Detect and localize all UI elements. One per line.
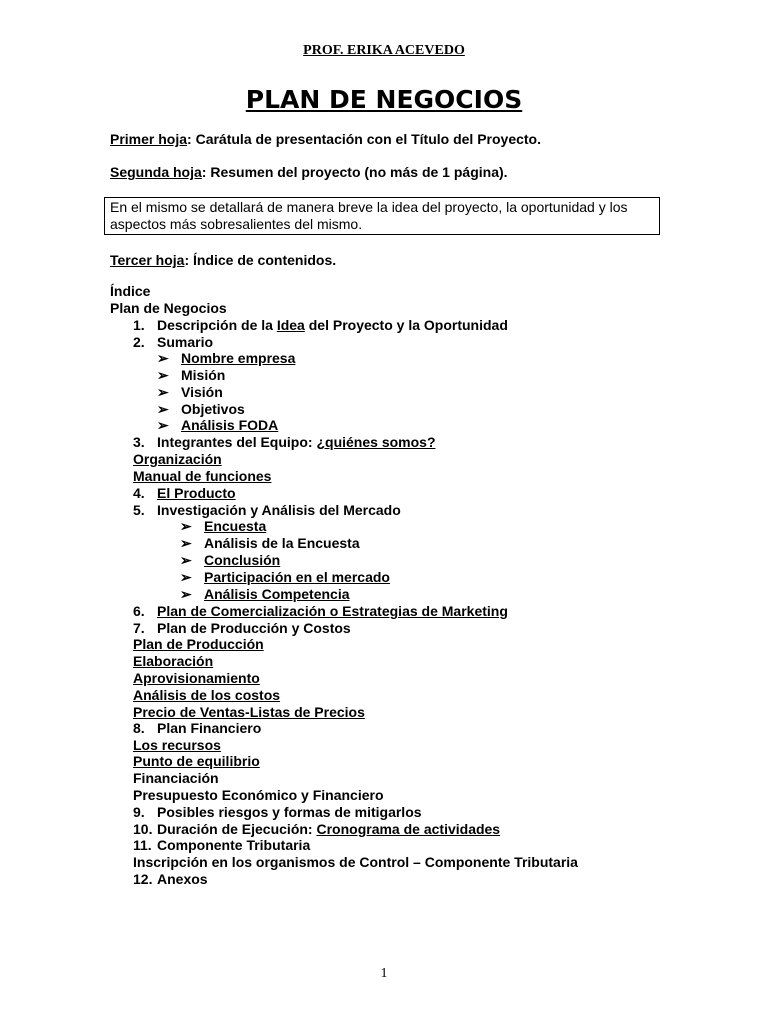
- sub-item[interactable]: [180, 518, 266, 535]
- sub-item[interactable]: [180, 586, 350, 603]
- third-sheet-label: Tercer hoja: [110, 252, 185, 268]
- aprovisionamiento-link[interactable]: Aprovisionamiento: [133, 670, 260, 686]
- arrow-bullet-icon: ➢: [180, 552, 192, 568]
- arrow-bullet-icon: ➢: [157, 350, 169, 366]
- index-subheading: Plan de Negocios: [110, 300, 227, 316]
- third-sheet-text: : Índice de contenidos.: [184, 252, 337, 268]
- arrow-bullet-icon: ➢: [157, 367, 169, 383]
- page-number: 1: [380, 966, 388, 981]
- second-sheet-text: : Resumen del proyecto (no más de 1 página).: [201, 164, 508, 180]
- sub-item-label: Nombre empresa: [181, 350, 296, 366]
- item-text: Plan Financiero: [157, 720, 262, 736]
- sub-item: [157, 384, 223, 401]
- item-text: Posibles riesgos y formas de mitigarlos: [157, 804, 422, 820]
- recursos-link[interactable]: Los recursos: [133, 737, 221, 753]
- item-text: del Proyecto y la Oportunidad: [304, 317, 508, 333]
- arrow-bullet-icon: ➢: [180, 535, 192, 551]
- precio-ventas-link[interactable]: Precio de Ventas-Listas de Precios: [133, 704, 365, 720]
- sub-item-label: Misión: [181, 367, 226, 383]
- sub-item-label: Análisis de la Encuesta: [204, 535, 360, 551]
- analisis-costos-link[interactable]: Análisis de los costos: [133, 687, 281, 703]
- arrow-bullet-icon: ➢: [157, 417, 169, 433]
- arrow-bullet-icon: ➢: [157, 384, 169, 400]
- item-number: 7.: [133, 620, 145, 636]
- plan-produccion-link[interactable]: Plan de Producción: [133, 636, 264, 652]
- item-text: Investigación y Análisis del Mercado: [157, 502, 401, 518]
- manual-funciones-link[interactable]: Manual de funciones: [133, 468, 272, 484]
- sub-item-label: Conclusión: [204, 552, 281, 568]
- sub-item[interactable]: [180, 552, 280, 569]
- item-text: Componente Tributaria: [157, 837, 311, 853]
- item-number: 11.: [133, 837, 152, 853]
- arrow-bullet-icon: ➢: [180, 569, 192, 585]
- index-item-12: [133, 871, 208, 887]
- arrow-bullet-icon: ➢: [157, 401, 169, 417]
- organizacion-link[interactable]: Organización: [133, 451, 222, 467]
- sub-item[interactable]: [180, 569, 390, 586]
- item-text: Sumario: [157, 334, 214, 350]
- arrow-bullet-icon: ➢: [180, 518, 192, 534]
- first-sheet-text: : Carátula de presentación con el Título del Proyecto.: [187, 131, 541, 147]
- second-sheet-label: Segunda hoja: [110, 164, 202, 180]
- sub-item-label: Análisis Competencia: [204, 586, 350, 602]
- sub-item-label: Objetivos: [181, 401, 245, 417]
- index-item-9: [133, 804, 422, 820]
- item-number: 2.: [133, 334, 145, 350]
- index-item-1: [133, 317, 508, 333]
- item-number: 8.: [133, 720, 145, 736]
- second-sheet-line: [110, 164, 508, 180]
- idea-link[interactable]: Idea: [276, 317, 305, 333]
- index-heading: Índice: [110, 283, 151, 299]
- item-number: 1.: [133, 317, 145, 333]
- elaboracion-link[interactable]: Elaboración: [133, 653, 214, 669]
- author-header: PROF. ERIKA ACEVEDO: [303, 43, 465, 58]
- financiacion-text: Financiación: [133, 770, 219, 786]
- sub-item-label: Visión: [181, 384, 223, 400]
- cronograma-link[interactable]: Cronograma de actividades: [316, 821, 501, 837]
- item-text: Duración de Ejecución:: [157, 821, 317, 837]
- index-item-2: [133, 334, 213, 350]
- index-item-7: [133, 620, 351, 636]
- index-item-3: [133, 434, 436, 450]
- producto-link[interactable]: El Producto: [157, 485, 236, 501]
- item-number: 6.: [133, 603, 145, 619]
- index-item-6: [133, 603, 508, 619]
- sub-item: [157, 367, 225, 384]
- item-number: 4.: [133, 485, 145, 501]
- punto-equilibrio-link[interactable]: Punto de equilibrio: [133, 753, 260, 769]
- item-text: Anexos: [157, 871, 208, 887]
- arrow-bullet-icon: ➢: [180, 586, 192, 602]
- page-title: PLAN DE NEGOCIOS: [245, 85, 523, 114]
- sub-item-label: Participación en el mercado: [204, 569, 390, 585]
- sub-item[interactable]: [157, 350, 295, 367]
- item-text: Descripción de la: [157, 317, 277, 333]
- item-number: 3.: [133, 434, 145, 450]
- index-item-11: [133, 837, 310, 853]
- presupuesto-text: Presupuesto Económico y Financiero: [133, 787, 384, 803]
- comercializacion-link[interactable]: Plan de Comercialización o Estrategias de Marketing: [157, 603, 508, 619]
- sub-item[interactable]: [157, 417, 278, 434]
- index-item-4: [133, 485, 236, 501]
- index-item-5: [133, 502, 401, 518]
- third-sheet-line: [110, 252, 336, 268]
- index-item-10: [133, 821, 500, 837]
- quienes-somos-link[interactable]: ¿quiénes somos?: [316, 434, 436, 450]
- sub-item: [157, 401, 245, 418]
- sub-item: [180, 535, 360, 552]
- first-sheet-line: [110, 131, 541, 147]
- first-sheet-label: Primer hoja: [110, 131, 188, 147]
- inscripcion-text: Inscripción en los organismos de Control – Componente Tributaria: [133, 854, 578, 870]
- index-item-8: [133, 720, 261, 736]
- item-number: 9.: [133, 804, 145, 820]
- sub-item-label: Análisis FODA: [181, 417, 279, 433]
- item-text: Integrantes del Equipo:: [157, 434, 317, 450]
- summary-box: En el mismo se detallará de manera breve la idea del proyecto, la oportunidad y los aspectos más sobresalientes del mismo.: [104, 197, 660, 235]
- sub-item-label: Encuesta: [204, 518, 267, 534]
- item-number: 10.: [133, 821, 153, 837]
- item-text: Plan de Producción y Costos: [157, 620, 351, 636]
- item-number: 5.: [133, 502, 145, 518]
- item-number: 12.: [133, 871, 153, 887]
